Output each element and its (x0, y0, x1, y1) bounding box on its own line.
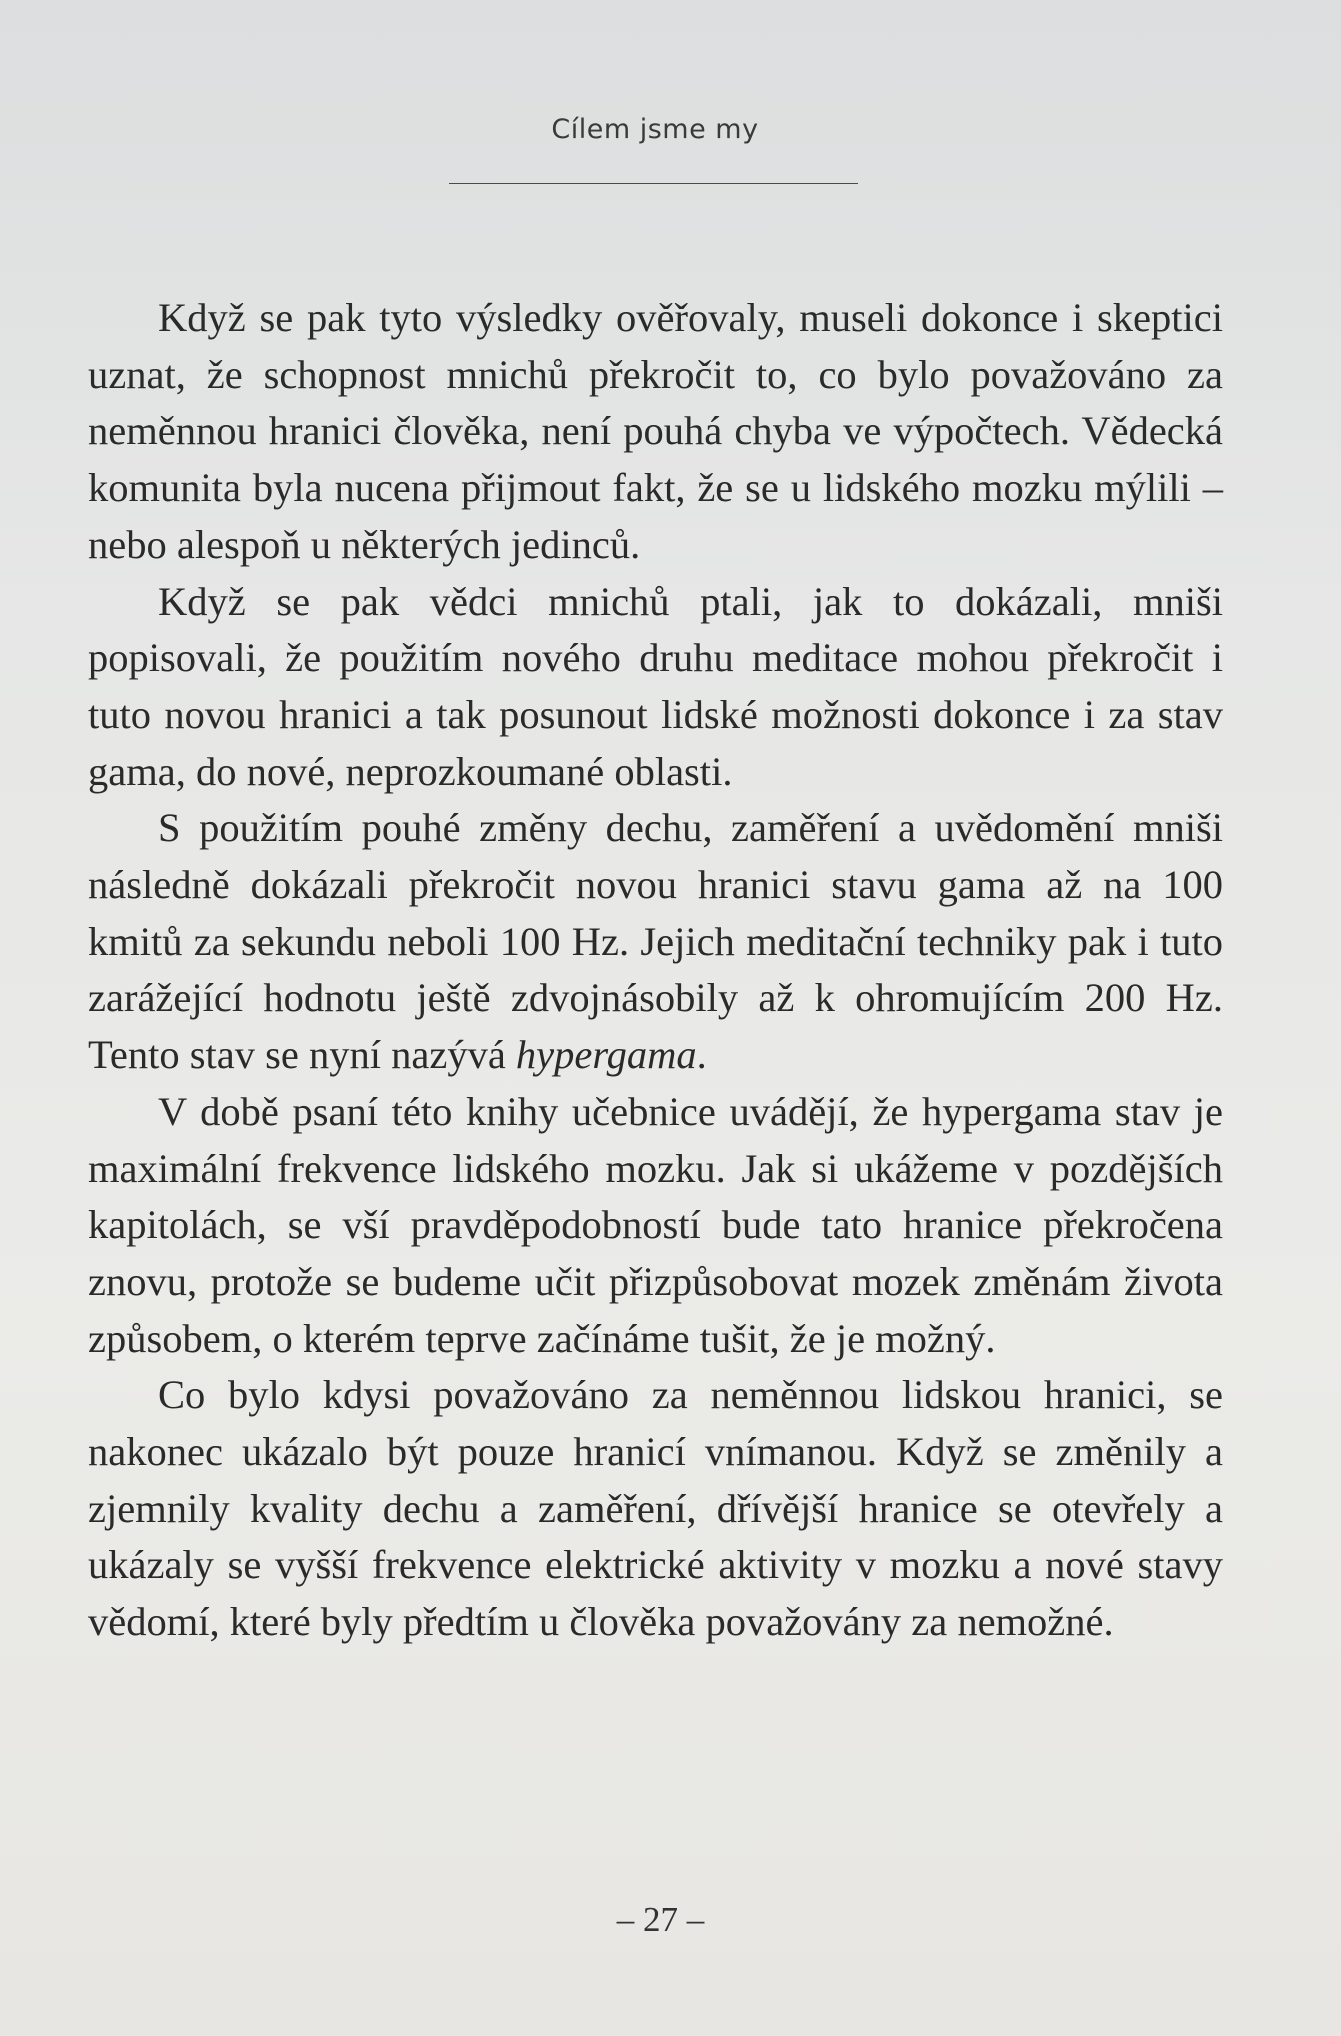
body-text (88, 290, 1223, 1651)
paragraph: Když se pak tyto výsledky ověřovaly, museli dokonce i skeptici uznat, že schopnost mnichů překročit to, co bylo považováno za neměnnou hranici člověka, není pouhá chyba ve výpočtech. Vědecká komunita byla nucena přijmout fakt, že se u lidského mozku mýlili – nebo alespoň u některých jedinců. (88, 295, 1223, 567)
paragraph: Když se pak vědci mnichů ptali, jak to dokázali, mniši popisovali, že použitím nového druhu meditace mohou překročit i tuto novou hranici a tak posunout lidské možnosti dokonce i za stav gama, do nové, neprozkoumané oblasti. (88, 578, 1223, 794)
paragraph: S použitím pouhé změny dechu, zaměření a uvědomění mniši následně dokázali překročit novou hranici stavu gama až na 100 kmitů za sekundu neboli 100 Hz. Jejich meditační techniky pak i tuto zarážející hodnotu ještě zdvojnásobily až k ohromujícím 200 Hz. Tento stav se nyní nazývá hypergama. (88, 805, 1223, 1078)
emphasis-term: hypergama (515, 1032, 697, 1078)
paragraph: V době psaní této knihy učebnice uvádějí, že hypergama stav je maximální frekvence lidského mozku. Jak si ukážeme v pozdějších kapitolách, se vší pravděpodobností bude tato hranice překročena znovu, protože se budeme učit přizpůsobovat mozek změnám života způsobem, o kterém teprve začínáme tušit, že je možný. (88, 1088, 1223, 1361)
page-number: – 27 – (616, 1900, 705, 1939)
paragraph: Co bylo kdysi považováno za neměnnou lidskou hranici, se nakonec ukázalo být pouze hranicí vnímanou. Když se změnily a zjemnily kvality dechu a zaměření, dřívější hranice se otevřely a ukázaly se vyšší frekvence elektrické aktivity v mozku a nové stavy vědomí, které byly předtím u člověka považovány za nemožné. (88, 1372, 1223, 1645)
running-head: Cílem jsme my (551, 114, 759, 145)
header-rule (449, 183, 858, 184)
